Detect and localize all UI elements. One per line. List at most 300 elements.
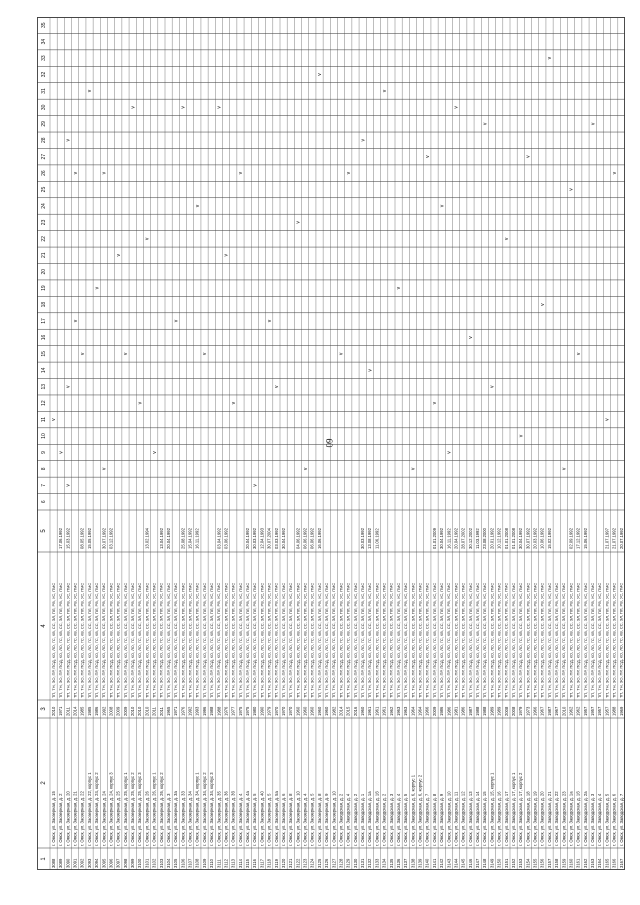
header-col-34: 34 bbox=[40, 38, 47, 45]
cell-year: 1957 bbox=[604, 706, 610, 716]
cell-id: 3151 bbox=[503, 858, 509, 868]
cell-year: 1985 bbox=[86, 706, 92, 716]
cell-mark: v bbox=[396, 286, 403, 290]
cell-id: 3134 bbox=[381, 858, 387, 868]
cell-utilities: ТП, ТН, ЭО, ПР, ПСД, КО, ЛО, ГС, КВ, СС, ЭЛ, ПЛ, РВ, УС, ПМС bbox=[295, 582, 301, 698]
cell-date: 21.07.1997 bbox=[604, 528, 610, 549]
cell-address: г. Омск, ул. Заозерная, д. 10 bbox=[331, 791, 337, 846]
cell-utilities: ТП, ТН, ЭО, ПР, ПСД, КО, ЛО, ГС, КВ, СС, ЭЛ, ПЛ, РВ, УС, ПМС bbox=[345, 582, 351, 698]
cell-date: 30.03.1992 bbox=[252, 528, 258, 549]
table-row bbox=[144, 237, 150, 868]
cell-address: г. Омск, ул. Заозерная, д. 21 bbox=[72, 791, 78, 846]
table-row bbox=[446, 451, 452, 868]
cell-id: 3142 bbox=[439, 858, 445, 868]
cell-year: 1973 bbox=[525, 706, 531, 716]
cell-utilities: ТП, ТН, ЭО, ПР, ПСД, КО, ЛО, ГС, КВ, СС, ЭЛ, ПЛ, РВ, УС, ПМС bbox=[381, 582, 387, 698]
cell-year: 1960 bbox=[316, 706, 322, 716]
cell-utilities: ТП, ТН, ЭО, ПР, ПСД, КО, ЛО, ГС, КВ, СС, ЭЛ, ПЛ, РВ, УС, ПМС bbox=[187, 582, 193, 698]
cell-address: г. Омск, ул. Заводская, д. 23 bbox=[561, 791, 567, 846]
cell-id: 3098 bbox=[122, 858, 128, 868]
cell-date: 21.07.1992 bbox=[611, 528, 617, 549]
cell-id: 3113 bbox=[230, 858, 236, 868]
cell-utilities: ТП, ТН, ЭО, ПР, ПСД, КО, ЛО, ГС, КВ, СС, ЭЛ, ПЛ, РВ, УС, ПМС bbox=[424, 582, 430, 698]
cell-year: 2010 bbox=[561, 706, 567, 716]
cell-id: 3129 bbox=[345, 858, 351, 868]
cell-address: г. Омск, ул. Заводская, д. 5 bbox=[604, 793, 610, 846]
table-row bbox=[231, 401, 237, 868]
cell-year: 1962 bbox=[388, 706, 394, 716]
cell-mark: v bbox=[432, 401, 439, 405]
cell-mark: v bbox=[568, 188, 575, 191]
table-row bbox=[72, 171, 78, 868]
cell-year: 2011 bbox=[158, 706, 164, 716]
cell-utilities: ТП, ТН, ЭО, ПР, ПСД, КО, ЛО, ГС, КВ, СС, ЭЛ, ПЛ, РВ, УС, ПМС bbox=[94, 582, 100, 698]
cell-id: 3101 bbox=[144, 858, 150, 868]
cell-utilities: ТП, ТН, ЭО, ПР, ПСД, КО, ЛО, ГС, КВ, СС, ЭЛ, ПЛ, РВ, УС, ПМС bbox=[223, 582, 229, 698]
cell-id: 3106 bbox=[180, 858, 186, 868]
cell-mark: v bbox=[238, 171, 245, 175]
cell-address: г. Омск, ул. Заозерная, д. 10 bbox=[295, 791, 301, 846]
rotated-table bbox=[37, 17, 625, 870]
table-row bbox=[346, 171, 352, 868]
cell-address: г. Омск, ул. Заводская, д. 4 bbox=[597, 793, 603, 846]
cell-date: 15.04.1992 bbox=[187, 528, 193, 549]
cell-year: 2010 bbox=[137, 706, 143, 716]
cell-id: 3163 bbox=[590, 858, 596, 868]
table-row bbox=[554, 583, 559, 868]
cell-utilities: ТП, ТН, ЭО, ПР, ПСД, КО, ЛО, ГС, КВ, СС, ЭЛ, ПЛ, РВ, УС, ПМС bbox=[467, 582, 473, 698]
cell-mark: v bbox=[446, 451, 453, 454]
cell-utilities: ТП, ТН, ЭО, ПР, ПСД, КО, ЛО, ГС, КВ, СС, ЭЛ, ПЛ, РВ, УС, ПМС bbox=[115, 582, 121, 698]
cell-year: 1976 bbox=[180, 706, 186, 716]
table-row bbox=[475, 528, 480, 868]
cell-id: 3117 bbox=[259, 858, 265, 868]
cell-year: 2009 bbox=[122, 706, 128, 716]
cell-year: 1989 bbox=[496, 706, 502, 716]
cell-id: 3147 bbox=[475, 858, 481, 868]
cell-address: г. Омск, ул. Заозерная, д. 8 bbox=[288, 793, 294, 846]
cell-utilities: ТП, ТН, ЭО, ПР, ПСД, КО, ЛО, ГС, КВ, СС, ЭЛ, ПЛ, РВ, УС, ПМС bbox=[539, 582, 545, 698]
table-row bbox=[353, 583, 358, 868]
header-col-28: 28 bbox=[40, 137, 47, 144]
cell-id: 3112 bbox=[223, 858, 229, 868]
cell-address: г. Омск, ул. Заводская, д. 2а bbox=[582, 791, 588, 846]
header-col-11: 11 bbox=[40, 417, 47, 423]
cell-mark: v bbox=[367, 369, 374, 372]
cell-year: 1988 bbox=[482, 706, 488, 716]
cell-date: 06.06.1992 bbox=[309, 528, 315, 549]
cell-year: 2016 bbox=[352, 706, 358, 716]
cell-date: 20.01.1992 bbox=[489, 528, 495, 549]
header-col-9: 9 bbox=[40, 451, 47, 454]
cell-id: 3164 bbox=[597, 858, 603, 868]
cell-date: 03.12.1992 bbox=[108, 528, 114, 549]
cell-utilities: ТП, ТН, ЭО, ПР, ПСД, КО, ЛО, ГС, КВ, СС, ЭЛ, ПЛ, РВ, УС, ПМС bbox=[108, 582, 114, 698]
cell-year: 1970 bbox=[288, 706, 294, 716]
cell-utilities: ТП, ТН, ЭО, ПР, ПСД, КО, ЛО, ГС, КВ, СС, ЭЛ, ПЛ, РВ, УС, ПМС bbox=[403, 582, 409, 698]
cell-id: 3154 bbox=[525, 858, 531, 868]
cell-date: 30.04.1992 bbox=[439, 528, 445, 549]
cell-address: г. Омск, ул. Заводская, д. 1б bbox=[374, 791, 380, 846]
cell-utilities: ТП, ТН, ЭО, ПР, ПСД, КО, ЛО, ГС, КВ, СС, ЭЛ, ПЛ, РВ, УС, ПМС bbox=[546, 582, 552, 698]
table-row bbox=[87, 89, 93, 868]
cell-year: 1967 bbox=[554, 706, 560, 716]
cell-mark: v bbox=[360, 139, 367, 142]
cell-address: г. Омск, ул. Заозерная, д. 34, корпус 2 bbox=[201, 772, 207, 846]
cell-address: г. Омск, ул. Заводская, д. 15, корпус 1 bbox=[489, 772, 495, 846]
table-row bbox=[180, 106, 186, 868]
cell-utilities: ТП, ТН, ЭО, ПР, ПСД, КО, ЛО, ГС, КВ, СС, ЭЛ, ПЛ, РВ, УС, ПМС bbox=[367, 582, 373, 698]
cell-date: 01.01.2008 bbox=[503, 528, 509, 549]
cell-date: 30.07.1992 bbox=[101, 528, 107, 549]
cell-id: 3126 bbox=[324, 858, 330, 868]
header-col-13: 13 bbox=[40, 383, 47, 390]
table-row bbox=[597, 583, 602, 868]
header-col-32: 32 bbox=[40, 71, 47, 78]
cell-year: 2008 bbox=[108, 706, 114, 716]
cell-id: 3107 bbox=[187, 858, 193, 868]
cell-year: 2008 bbox=[503, 706, 509, 716]
table-row bbox=[367, 369, 373, 868]
cell-id: 3143 bbox=[446, 858, 452, 868]
table-row bbox=[468, 336, 474, 868]
cell-id: 3105 bbox=[173, 858, 179, 868]
cell-utilities: ТП, ТН, ЭО, ПР, ПСД, КО, ЛО, ГС, КВ, СС, ЭЛ, ПЛ, РВ, УС, ПМС bbox=[309, 582, 315, 698]
cell-id: 3125 bbox=[316, 858, 322, 868]
cell-address: г. Омск, ул. Заводская, д. 12 bbox=[460, 791, 466, 846]
cell-utilities: ТП, ТН, ЭО, ПР, ПСД, КО, ЛО, ГС, КВ, СС, ЭЛ, ПЛ, РВ, УС, ПМС bbox=[431, 582, 437, 698]
cell-mark: v bbox=[252, 484, 259, 487]
cell-mark: v bbox=[381, 89, 388, 93]
cell-year: 1988 bbox=[216, 706, 222, 716]
cell-address: г. Омск, ул. Заводская, д. 4 bbox=[395, 793, 401, 846]
cell-date: 20.04.1992 bbox=[453, 528, 459, 549]
cell-id: 3111 bbox=[216, 859, 222, 868]
cell-year: 1960 bbox=[360, 706, 366, 716]
cell-utilities: ТП, ТН, ЭО, ПР, ПСД, КО, ЛО, ГС, КВ, СС, ЭЛ, ПЛ, РВ, УС, ПМС bbox=[324, 582, 330, 698]
cell-mark: v bbox=[518, 434, 525, 438]
cell-address: г. Омск, ул. Заводская, д. 21 bbox=[546, 791, 552, 846]
header-col-12: 12 bbox=[40, 400, 47, 406]
table-row bbox=[439, 204, 445, 868]
cell-utilities: ТП, ТН, ЭО, ПР, ПСД, КО, ЛО, ГС, КВ, СС, ЭЛ, ПЛ, РВ, УС, ПМС bbox=[331, 582, 337, 698]
header-col-14: 14 bbox=[40, 367, 47, 374]
table-row bbox=[453, 106, 459, 868]
cell-address: г. Омск, ул. Заводская, д. 17, корпус 2 bbox=[518, 772, 524, 846]
cell-utilities: ТП, ТН, ЭО, ПР, ПСД, КО, ЛО, ГС, КВ, СС, ЭЛ, ПЛ, РВ, УС, ПМС bbox=[288, 582, 294, 698]
header-col-19: 19 bbox=[40, 285, 47, 291]
cell-id: 3123 bbox=[302, 858, 308, 868]
table-row bbox=[374, 528, 379, 868]
table-row bbox=[489, 385, 495, 868]
header-col-8: 8 bbox=[40, 467, 47, 471]
cell-address: г. Омск, ул. Заозерная, д. 25, корпус 3 bbox=[137, 772, 143, 846]
cell-date: 15.05.1992 bbox=[86, 528, 92, 549]
grid-lines bbox=[37, 17, 625, 870]
cell-id: 3092 bbox=[79, 858, 85, 868]
cell-year: 1957 bbox=[597, 706, 603, 716]
table-row bbox=[130, 106, 136, 868]
cell-utilities: ТП, ТН, ЭО, ПР, ПСД, КО, ЛО, ГС, КВ, СС, ЭЛ, ПЛ, РВ, УС, ПМС bbox=[510, 582, 516, 698]
cell-mark: v bbox=[274, 385, 281, 388]
table-row bbox=[108, 527, 113, 868]
cell-id: 3094 bbox=[94, 858, 100, 868]
cell-date: 01.01.2008 bbox=[510, 528, 516, 549]
cell-date: 30.12.2002 bbox=[467, 528, 473, 549]
cell-address: г. Омск, ул. Заозерная, д. 25 bbox=[115, 791, 121, 846]
cell-mark: v bbox=[151, 451, 158, 454]
cell-mark: v bbox=[590, 122, 597, 126]
cell-year: 1987 bbox=[546, 706, 552, 716]
cell-utilities: ТП, ТН, ЭО, ПР, ПСД, КО, ЛО, ГС, КВ, СС, ЭЛ, ПЛ, РВ, УС, ПМС bbox=[618, 582, 624, 698]
cell-year: 1992 bbox=[187, 706, 193, 716]
table-row bbox=[94, 286, 100, 868]
cell-mark: v bbox=[51, 418, 58, 421]
cell-utilities: ТП, ТН, ЭО, ПР, ПСД, КО, ЛО, ГС, КВ, СС, ЭЛ, ПЛ, РВ, УС, ПМС bbox=[482, 582, 488, 698]
cell-year: 1980 bbox=[252, 706, 258, 716]
cell-address: г. Омск, ул. Заводская, д. 8 bbox=[431, 793, 437, 846]
cell-utilities: ТП, ТН, ЭО, ПР, ПСД, КО, ЛО, ГС, КВ, СС, ЭЛ, ПЛ, РВ, УС, ПМС bbox=[165, 582, 171, 698]
cell-id: 3091 bbox=[72, 858, 78, 868]
cell-id: 3138 bbox=[410, 858, 416, 868]
cell-id: 3100 bbox=[137, 858, 143, 868]
cell-mark: v bbox=[65, 385, 72, 388]
cell-utilities: ТП, ТН, ЭО, ПР, ПСД, КО, ЛО, ГС, КВ, СС, ЭЛ, ПЛ, РВ, УС, ПМС bbox=[589, 582, 595, 698]
cell-utilities: ТП, ТН, ЭО, ПР, ПСД, КО, ЛО, ГС, КВ, СС, ЭЛ, ПЛ, РВ, УС, ПМС bbox=[122, 582, 128, 698]
cell-mark: v bbox=[79, 352, 86, 356]
table-row bbox=[281, 527, 286, 868]
table-row bbox=[417, 583, 422, 868]
cell-mark: v bbox=[223, 254, 230, 257]
cell-address: г. Омск, ул. Заозерная, д. 34, корпус 1 bbox=[194, 772, 200, 846]
cell-mark: v bbox=[482, 122, 489, 126]
cell-date: 30.07.1992 bbox=[525, 528, 531, 549]
cell-id: 3103 bbox=[158, 858, 164, 868]
cell-id: 3115 bbox=[245, 858, 251, 868]
cell-id: 3146 bbox=[467, 858, 473, 868]
cell-utilities: ТП, ТН, ЭО, ПР, ПСД, КО, ЛО, ГС, КВ, СС, ЭЛ, ПЛ, РВ, УС, ПМС bbox=[568, 582, 574, 698]
cell-utilities: ТП, ТН, ЭО, ПР, ПСД, КО, ЛО, ГС, КВ, СС, ЭЛ, ПЛ, РВ, УС, ПМС bbox=[352, 582, 358, 698]
header-col-2: 2 bbox=[41, 781, 48, 785]
cell-address: г. Омск, ул. Заводская, д. 7 bbox=[424, 793, 430, 846]
cell-mark: v bbox=[504, 237, 511, 241]
cell-address: г. Омск, ул. Заводская, д. 1а bbox=[367, 791, 373, 846]
cell-year: 1982 bbox=[331, 706, 337, 716]
cell-year: 1985 bbox=[79, 706, 85, 716]
cell-mark: v bbox=[345, 171, 352, 175]
cell-utilities: ТП, ТН, ЭО, ПР, ПСД, КО, ЛО, ГС, КВ, СС, ЭЛ, ПЛ, РВ, УС, ПМС bbox=[525, 582, 531, 698]
cell-id: 3165 bbox=[604, 858, 610, 868]
cell-year: 1962 bbox=[575, 706, 581, 716]
cell-id: 3145 bbox=[460, 858, 466, 868]
table-row bbox=[461, 527, 466, 868]
cell-utilities: ТП, ТН, ЭО, ПР, ПСД, КО, ЛО, ГС, КВ, СС, ЭЛ, ПЛ, РВ, УС, ПМС bbox=[460, 582, 466, 698]
table-row bbox=[65, 139, 71, 869]
cell-address: г. Омск, ул. Заозерная, д. 26, корпус 2 bbox=[158, 772, 164, 846]
cell-mark: v bbox=[87, 89, 94, 93]
cell-address: г. Омск, ул. Заозерная, д. 5 bbox=[309, 793, 315, 846]
table-row bbox=[604, 418, 610, 868]
cell-year: 1960 bbox=[295, 706, 301, 716]
cell-utilities: ТП, ТН, ЭО, ПР, ПСД, КО, ЛО, ГС, КВ, СС, ЭЛ, ПЛ, РВ, УС, ПМС bbox=[252, 582, 258, 698]
cell-address: г. Омск, ул. Заводская, д. 10 bbox=[446, 791, 452, 846]
cell-utilities: ТП, ТН, ЭО, ПР, ПСД, КО, ЛО, ГС, КВ, СС, ЭЛ, ПЛ, РВ, УС, ПМС bbox=[439, 582, 445, 698]
cell-date: 16.11.1992 bbox=[446, 528, 452, 549]
cell-mark: v bbox=[72, 319, 79, 323]
cell-date: 17.12.1992 bbox=[575, 528, 581, 549]
cell-year: 1989 bbox=[489, 706, 495, 716]
header-col-23: 23 bbox=[40, 219, 47, 226]
table-row bbox=[482, 122, 488, 868]
cell-id: 3088 bbox=[50, 858, 56, 868]
cell-utilities: ТП, ТН, ЭО, ПР, ПСД, КО, ЛО, ГС, КВ, СС, ЭЛ, ПЛ, РВ, УС, ПМС bbox=[86, 582, 92, 698]
cell-mark: v bbox=[194, 204, 201, 208]
cell-mark: v bbox=[180, 106, 187, 109]
cell-id: 3159 bbox=[561, 858, 567, 868]
cell-year: 1963 bbox=[403, 706, 409, 716]
cell-date: 08.05.1992 bbox=[79, 528, 85, 549]
cell-id: 3090 bbox=[65, 858, 71, 868]
header-col-15: 15 bbox=[40, 351, 47, 357]
table-row bbox=[568, 188, 574, 868]
cell-mark: v bbox=[525, 155, 532, 158]
cell-address: г. Омск, ул. Заводская, д. 17 bbox=[503, 791, 509, 846]
cell-address: г. Омск, ул. Заозерная, д. 40 bbox=[259, 791, 265, 846]
header-col-20: 20 bbox=[40, 268, 47, 275]
cell-date: 11.06.1992 bbox=[374, 528, 380, 549]
cell-id: 3141 bbox=[431, 858, 437, 868]
cell-utilities: ТП, ТН, ЭО, ПР, ПСД, КО, ЛО, ГС, КВ, СС, ЭЛ, ПЛ, РВ, УС, ПМС bbox=[446, 582, 452, 698]
cell-utilities: ТП, ТН, ЭО, ПР, ПСД, КО, ЛО, ГС, КВ, СС, ЭЛ, ПЛ, РВ, УС, ПМС bbox=[58, 582, 64, 698]
cell-year: 1992 bbox=[101, 706, 107, 716]
table-row bbox=[389, 583, 394, 868]
header-col-24: 24 bbox=[40, 203, 47, 209]
cell-id: 3157 bbox=[546, 858, 552, 868]
cell-mark: v bbox=[101, 171, 108, 175]
cell-year: 1960 bbox=[309, 706, 315, 716]
cell-utilities: ТП, ТН, ЭО, ПР, ПСД, КО, ЛО, ГС, КВ, СС, ЭЛ, ПЛ, РВ, УС, ПМС bbox=[604, 582, 610, 698]
cell-utilities: ТП, ТН, ЭО, ПР, ПСД, КО, ЛО, ГС, КВ, СС, ЭЛ, ПЛ, РВ, УС, ПМС bbox=[474, 582, 480, 698]
table-row bbox=[317, 73, 323, 868]
cell-id: 3166 bbox=[611, 858, 617, 868]
cell-year: 1979 bbox=[266, 706, 272, 716]
cell-id: 3104 bbox=[165, 858, 171, 868]
cell-year: 2014 bbox=[338, 706, 344, 716]
cell-year: 1988 bbox=[475, 706, 481, 716]
cell-mark: v bbox=[123, 352, 130, 356]
header-col-33: 33 bbox=[40, 55, 47, 61]
cell-address: г. Омск, ул. Заводская, д. 3 bbox=[388, 793, 394, 846]
table-row bbox=[583, 527, 588, 868]
cell-date: 13.02.1994 bbox=[144, 528, 150, 549]
cell-id: 3109 bbox=[201, 858, 207, 868]
cell-utilities: ТП, ТН, ЭО, ПР, ПСД, КО, ЛО, ГС, КВ, СС, ЭЛ, ПЛ, РВ, УС, ПМС bbox=[489, 582, 495, 698]
cell-date: 23.08.2000 bbox=[482, 528, 488, 549]
cell-mark: v bbox=[94, 286, 101, 290]
cell-date: 01.01.2009 bbox=[431, 528, 437, 549]
cell-utilities: ТП, ТН, ЭО, ПР, ПСД, КО, ЛО, ГС, КВ, СС, ЭЛ, ПЛ, РВ, УС, ПМС bbox=[561, 582, 567, 698]
table-row bbox=[504, 237, 510, 868]
cell-address: г. Омск, ул. Заозерная, д. 22, корпус 1 bbox=[86, 772, 92, 846]
cell-mark: v bbox=[539, 303, 546, 306]
cell-year: 1971 bbox=[58, 706, 64, 716]
cell-date: 16.11.1992 bbox=[194, 528, 200, 549]
table-row bbox=[159, 527, 164, 868]
cell-utilities: ТП, ТН, ЭО, ПР, ПСД, КО, ЛО, ГС, КВ, СС, ЭЛ, ПЛ, РВ, УС, ПМС bbox=[417, 582, 423, 698]
cell-mark: v bbox=[137, 401, 144, 405]
table-row bbox=[410, 467, 416, 868]
cell-year: 2011 bbox=[151, 706, 157, 716]
cell-id: 3167 bbox=[618, 858, 624, 868]
cell-id: 3155 bbox=[532, 858, 538, 868]
cell-id: 3128 bbox=[338, 858, 344, 868]
cell-date: 30.03.1992 bbox=[360, 528, 366, 549]
cell-year: 1964 bbox=[417, 706, 423, 716]
cell-mark: v bbox=[468, 336, 475, 339]
cell-id: 3093 bbox=[86, 858, 92, 868]
cell-mark: v bbox=[317, 73, 324, 76]
cell-address: г. Омск, ул. Заводская, д. 19 bbox=[532, 791, 538, 846]
cell-address: г. Омск, ул. Заозерная, д. 4 bbox=[302, 793, 308, 846]
cell-year: 1970 bbox=[280, 706, 286, 716]
header-col-6: 6 bbox=[40, 500, 47, 504]
table-row bbox=[58, 451, 64, 868]
cell-mark: v bbox=[173, 319, 180, 323]
cell-year: 1961 bbox=[374, 706, 380, 716]
cell-year: 1990 bbox=[259, 706, 265, 716]
cell-utilities: ТП, ТН, ЭО, ПР, ПСД, КО, ЛО, ГС, КВ, СС, ЭЛ, ПЛ, РВ, УС, ПМС bbox=[532, 582, 538, 698]
cell-date: 10.06.1992 bbox=[539, 528, 545, 549]
table-row bbox=[331, 583, 336, 868]
cell-date: 20.03.1992 bbox=[532, 528, 538, 549]
cell-date: 15.03.1992 bbox=[65, 528, 71, 549]
table-row bbox=[324, 583, 329, 868]
cell-mark: v bbox=[144, 237, 151, 241]
table-row bbox=[396, 286, 402, 868]
cell-address: г. Омск, ул. Заводская, д. 3 bbox=[590, 793, 596, 846]
cell-year: 1965 bbox=[165, 706, 171, 716]
cell-address: г. Омск, ул. Заозерная, д. 4а bbox=[245, 791, 251, 846]
cell-id: 3136 bbox=[395, 858, 401, 868]
header-col-25: 25 bbox=[40, 186, 47, 193]
cell-year: 2014 bbox=[72, 706, 78, 716]
cell-utilities: ТП, ТН, ЭО, ПР, ПСД, КО, ЛО, ГС, КВ, СС, ЭЛ, ПЛ, РВ, УС, ПМС bbox=[316, 582, 322, 698]
cell-year: 1970 bbox=[273, 706, 279, 716]
cell-year: 1966 bbox=[424, 706, 430, 716]
cell-mark: v bbox=[410, 467, 417, 471]
cell-id: 3096 bbox=[108, 858, 114, 868]
cell-utilities: ТП, ТН, ЭО, ПР, ПСД, КО, ЛО, ГС, КВ, СС, ЭЛ, ПЛ, РВ, УС, ПМС bbox=[496, 582, 502, 698]
cell-mark: v bbox=[130, 106, 137, 109]
cell-year: 1964 bbox=[410, 706, 416, 716]
cell-utilities: ТП, ТН, ЭО, ПР, ПСД, КО, ЛО, ГС, КВ, СС, ЭЛ, ПЛ, РВ, УС, ПМС bbox=[65, 582, 71, 698]
cell-utilities: ТП, ТН, ЭО, ПР, ПСД, КО, ЛО, ГС, КВ, СС, ЭЛ, ПЛ, РВ, УС, ПМС bbox=[302, 582, 308, 698]
cell-mark: v bbox=[58, 451, 65, 454]
cell-utilities: ТП, ТН, ЭО, ПР, ПСД, КО, ЛО, ГС, КВ, СС, ЭЛ, ПЛ, РВ, УС, ПМС bbox=[280, 582, 286, 698]
cell-address: г. Омск, ул. Заводская, д. 17, корпус 1 bbox=[510, 772, 516, 846]
cell-utilities: ТП, ТН, ЭО, ПР, ПСД, КО, ЛО, ГС, КВ, СС, ЭЛ, ПЛ, РВ, УС, ПМС bbox=[216, 582, 222, 698]
table-row bbox=[274, 385, 280, 868]
cell-address: г. Омск, ул. Заозерная, д. 25, корпус 1 bbox=[122, 772, 128, 846]
header-col-5: 5 bbox=[41, 529, 48, 533]
cell-year: 1975 bbox=[245, 706, 251, 716]
table-row bbox=[259, 527, 264, 868]
cell-address: г. Омск, ул. Заозерная, д. 5 bbox=[266, 793, 272, 846]
table-row bbox=[295, 221, 301, 868]
cell-address: г. Омск, ул. Заводская, д. 6, корпус 2 bbox=[417, 774, 423, 846]
cell-id: 3110 bbox=[209, 858, 215, 868]
cell-date: 16.06.1992 bbox=[316, 528, 322, 549]
